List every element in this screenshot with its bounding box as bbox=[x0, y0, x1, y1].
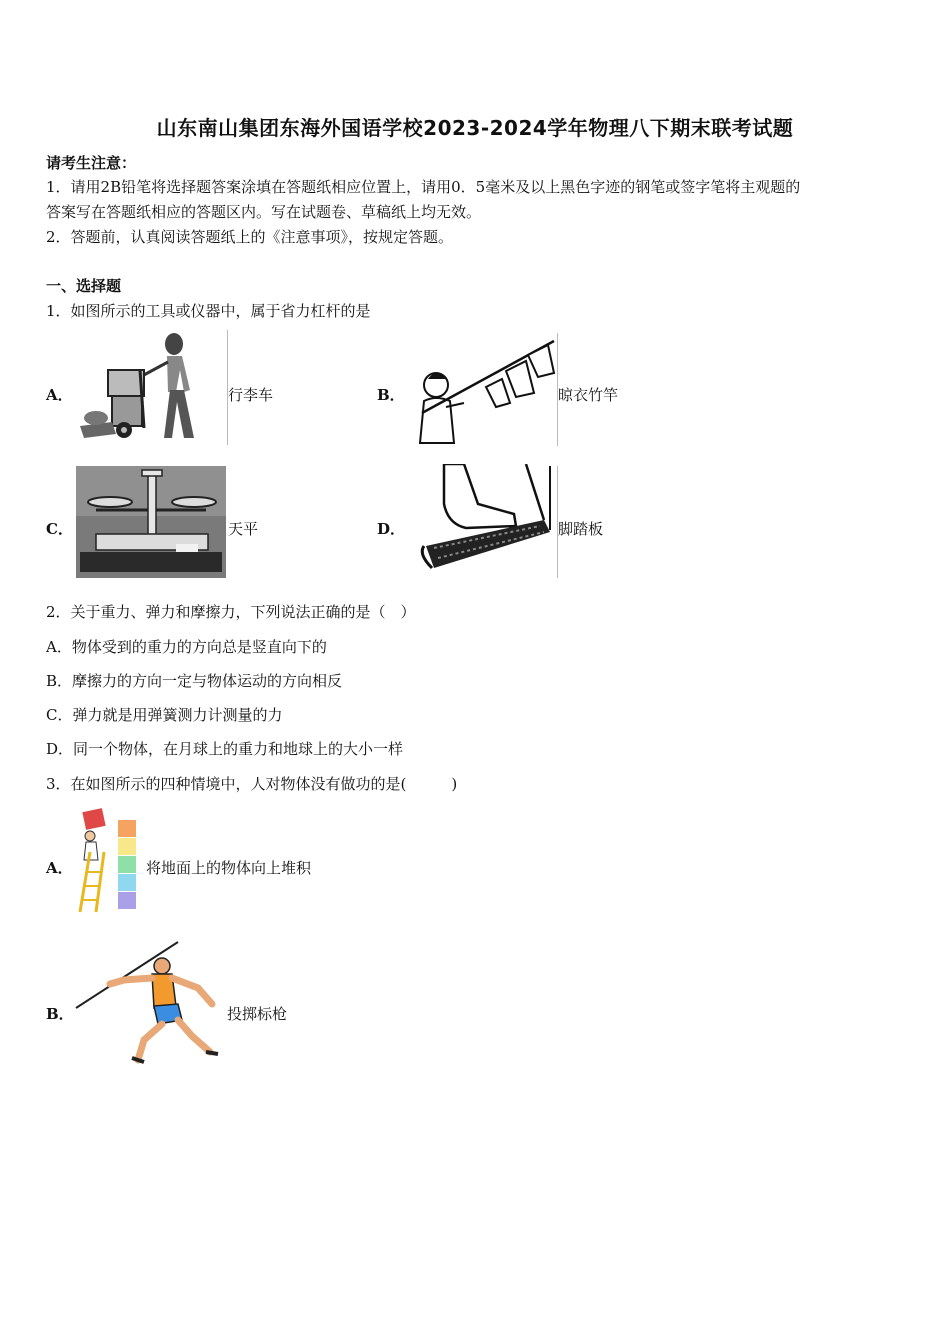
q2-option-a: A．物体受到的重力的方向总是竖直向下的 bbox=[46, 638, 327, 656]
q1-option-c-letter: C． bbox=[46, 520, 73, 538]
q3-option-b-label: 投掷标枪 bbox=[227, 1005, 288, 1023]
q3-option-a-letter: A． bbox=[46, 859, 73, 877]
q2-option-b: B．摩擦力的方向一定与物体运动的方向相反 bbox=[46, 672, 343, 690]
balance-scale-figure bbox=[76, 466, 226, 578]
q1-option-b-label: 晾衣竹竿 bbox=[558, 386, 619, 404]
javelin-thrower-figure bbox=[74, 940, 224, 1064]
q3-stem: 3．在如图所示的四种情境中，人对物体没有做功的是( ) bbox=[46, 775, 458, 793]
q1-option-b-letter: B． bbox=[377, 386, 405, 404]
q1-option-a-letter: A． bbox=[46, 386, 73, 404]
notice-item-2: 2．答题前，认真阅读答题纸上的《注意事项》，按规定答题。 bbox=[46, 228, 454, 246]
page-title: 山东南山集团东海外国语学校2023-2024学年物理八下期末联考试题 bbox=[156, 116, 794, 140]
q1-option-d-letter: D． bbox=[377, 520, 406, 538]
luggage-cart-figure bbox=[72, 330, 227, 445]
q2-option-c: C．弹力就是用弹簧测力计测量的力 bbox=[46, 706, 283, 724]
notice-item-1-line-2: 答案写在答题纸相应的答题区内。写在试题卷、草稿纸上均无效。 bbox=[46, 203, 482, 221]
q1-stem: 1．如图所示的工具或仪器中，属于省力杠杆的是 bbox=[46, 302, 371, 320]
q1-option-a-label: 行李车 bbox=[228, 386, 274, 404]
q2-stem: 2．关于重力、弹力和摩擦力，下列说法正确的是（ ） bbox=[46, 603, 416, 621]
q3-option-b-letter: B． bbox=[46, 1005, 74, 1023]
section-heading: 一、选择题 bbox=[46, 277, 122, 295]
q2-option-d: D．同一个物体，在月球上的重力和地球上的大小一样 bbox=[46, 740, 404, 758]
notice-item-1-line-1: 1．请用2B铅笔将选择题答案涂填在答题纸相应位置上，请用0．5毫米及以上黑色字迹的钢笔或签字笔将主观题的 bbox=[46, 178, 801, 196]
q3-option-a-label: 将地面上的物体向上堆积 bbox=[146, 859, 312, 877]
q1-option-d-label: 脚踏板 bbox=[558, 520, 604, 538]
q1-option-c-label: 天平 bbox=[228, 520, 259, 538]
foot-pedal-figure bbox=[404, 464, 557, 580]
stacking-boxes-figure bbox=[74, 808, 144, 916]
clothes-pole-figure bbox=[402, 333, 557, 448]
notice-heading: 请考生注意： bbox=[46, 154, 137, 172]
